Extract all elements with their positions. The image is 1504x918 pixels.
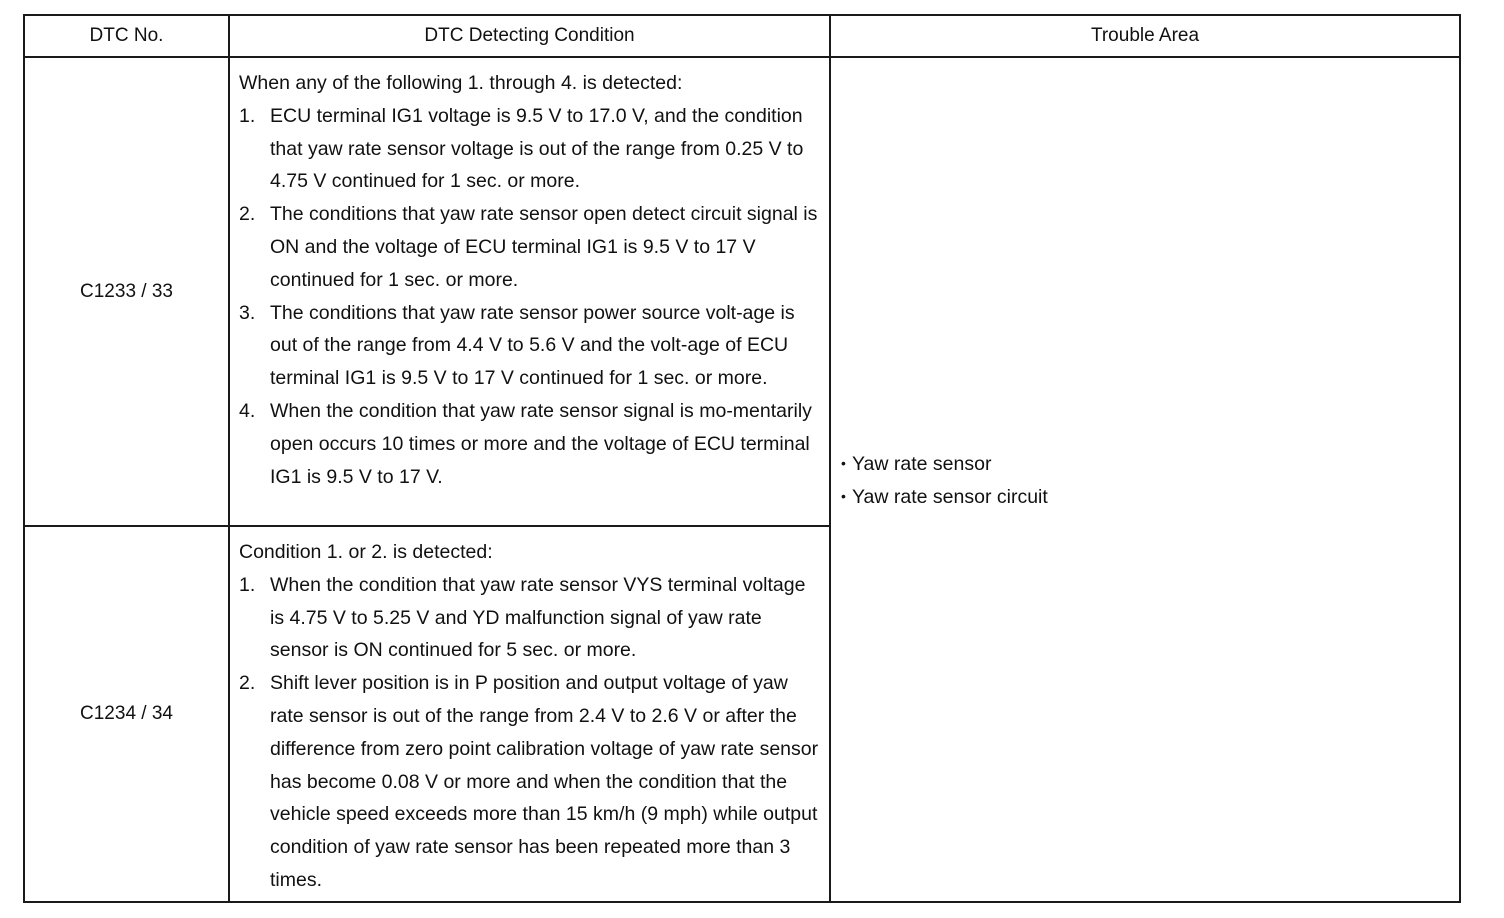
item-number: 1. (239, 104, 256, 127)
condition-item (239, 198, 819, 296)
header-detecting-condition: DTC Detecting Condition (229, 15, 830, 57)
trouble-area-list (841, 447, 1449, 515)
item-number: 3. (239, 301, 256, 324)
header-trouble-area: Trouble Area (830, 15, 1460, 57)
item-text: When the condition that yaw rate sensor signal is mo-mentarily open occurs 10 times or more and the voltage of ECU terminal IG1 is 9.5 V to 17 V. (270, 399, 812, 488)
detecting-condition (229, 57, 830, 526)
list-item: • Yaw rate sensor (841, 447, 1449, 481)
condition-intro: When any of the following 1. through 4. is detected: (239, 72, 683, 94)
condition-intro: Condition 1. or 2. is detected: (239, 541, 493, 563)
dtc-code: C1233 / 33 (24, 57, 229, 526)
detecting-condition (229, 526, 830, 902)
header-row (24, 15, 1460, 57)
item-text: Shift lever position is in P position and output voltage of yaw rate sensor is out of the range from 2.4 V to 2.6 V or after the difference from zero point calibration voltage of yaw rate sensor has become 0.08 V or more and when the condition that the vehicle speed exceeds more than 15 km/h (9 mph) while output condition of yaw rate sensor has been repeated more than 3 times. (270, 672, 819, 891)
condition-item (239, 100, 819, 198)
item-number: 2. (239, 203, 256, 226)
condition-item (239, 297, 819, 395)
dtc-code: C1234 / 34 (24, 526, 229, 902)
table-row (24, 57, 1460, 526)
item-number: 1. (239, 573, 256, 596)
trouble-area (830, 57, 1460, 902)
condition-item (239, 569, 819, 667)
condition-list (239, 569, 819, 897)
item-number: 4. (239, 399, 256, 422)
dtc-table (23, 14, 1461, 903)
item-text: The conditions that yaw rate sensor open detect circuit signal is ON and the voltage of ECU terminal IG1 is 9.5 V to 17 V continued for 1 sec. or more. (270, 203, 818, 291)
condition-item (239, 667, 819, 897)
condition-list (239, 100, 819, 494)
item-text: The conditions that yaw rate sensor power source volt-age is out of the range from 4.4 V to 5.6 V and the volt-age of ECU terminal IG1 is 9.5 V to 17 V continued for 1 sec. or more. (270, 301, 795, 390)
header-dtc-no: DTC No. (24, 15, 229, 57)
condition-item (239, 395, 819, 493)
item-text: When the condition that yaw rate sensor VYS terminal voltage is 4.75 V to 5.25 V and YD malfunction signal of yaw rate sensor is ON continued for 5 sec. or more. (270, 573, 806, 662)
item-number: 2. (239, 672, 256, 695)
item-text: ECU terminal IG1 voltage is 9.5 V to 17.0 V, and the condition that yaw rate sensor voltage is out of the range from 0.25 V to 4.75 V continued for 1 sec. or more. (270, 104, 804, 193)
list-item: • Yaw rate sensor circuit (841, 480, 1449, 514)
